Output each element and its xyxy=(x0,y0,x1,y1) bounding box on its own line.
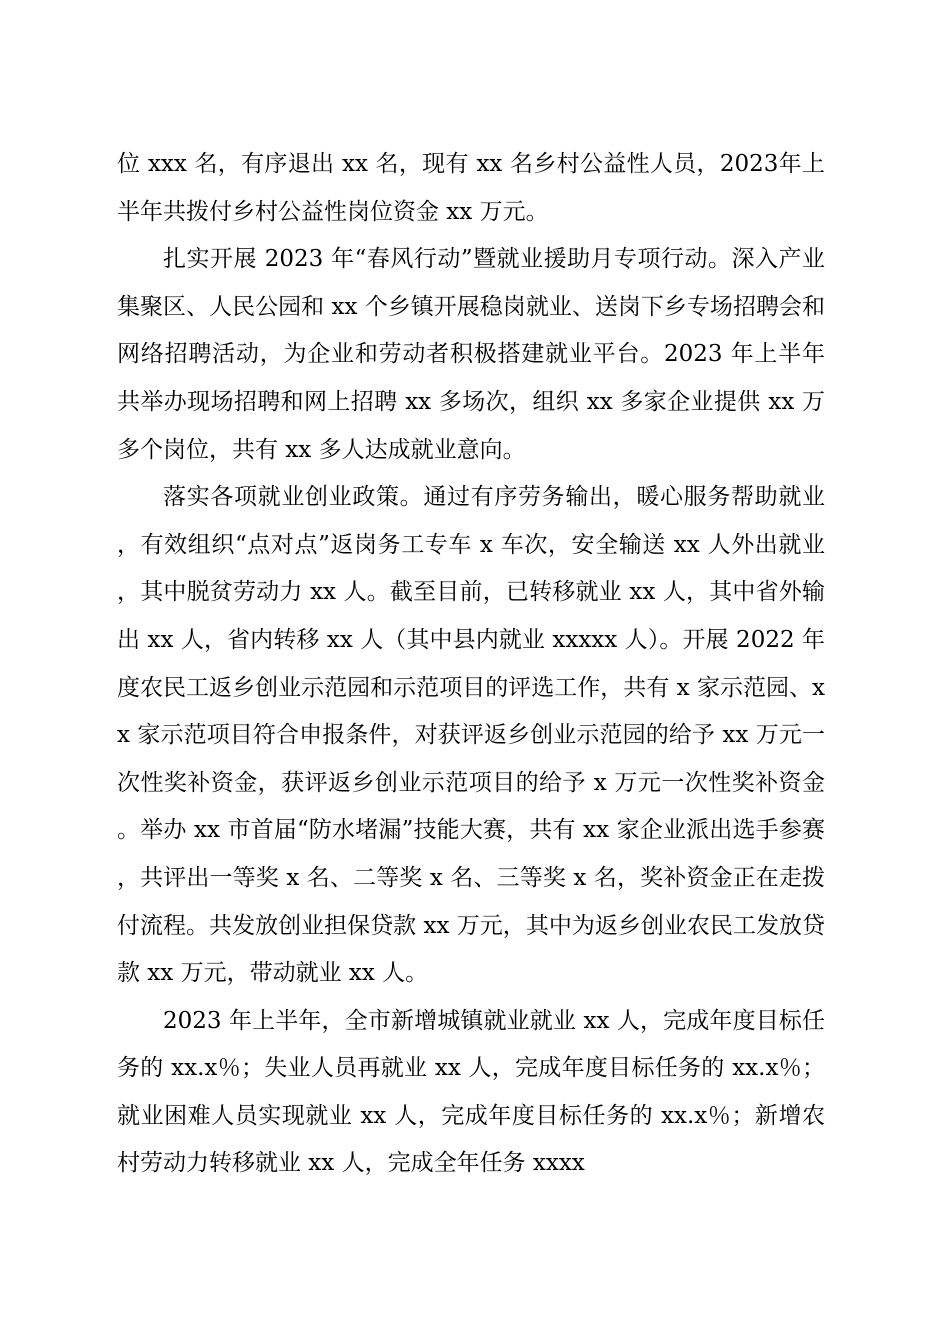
paragraph-half-year-results: 2023 年上半年，全市新增城镇就业就业 xx 人，完成年度目标任务的 xx.x％；失业人员再就业 xx 人，完成年度目标任务的 xx.x％；就业困难人员实现就业 xx 人，完成年度目标任务的 xx.x％；新增农村劳动力转移就业 xx 人，完成全年任务 xxxx xyxy=(117,1007,825,1177)
paragraph-spring-breeze-campaign: 扎实开展 2023 年“春风行动”暨就业援助月专项行动。深入产业集聚区、人民公园和 xx 个乡镇开展稳岗就业、送岗下乡专场招聘会和网络招聘活动，为企业和劳动者积极搭建就业平台。2023 年上半年共举办现场招聘和网上招聘 xx 多场次，组织 xx 多家企业提供 xx 万多个岗位，共有 xx 多人达成就业意向。 xyxy=(117,246,825,463)
paragraph-continuation: 位 xxx 名，有序退出 xx 名，现有 xx 名乡村公益性人员，2023年上半年共拨付乡村公益性岗位资金 xx 万元。 xyxy=(117,151,825,225)
paragraph-employment-policies: 落实各项就业创业政策。通过有序劳务输出，暖心服务帮助就业，有效组织“点对点”返岗务工专车 x 车次，安全输送 xx 人外出就业，其中脱贫劳动力 xx 人。截至目前，已转移就业 xx 人，其中省外输出 xx 人，省内转移 xx 人（其中县内就业 xxxxx 人）。开展 2022 年度农民工返乡创业示范园和示范项目的评选工作，共有 x 家示范园、xx 家示范项目符合申报条件，对获评返乡创业示范园的给予 xx 万元一次性奖补资金，获评返乡创业示范项目的给予 x 万元一次性奖补资金。举办 xx 市首届“防水堵漏”技能大赛，共有 xx 家企业派出选手参赛，共评出一等奖 x 名、二等奖 x 名、三等奖 x 名，奖补资金正在走拨付流程。共发放创业担保贷款 xx 万元，其中为返乡创业农民工发放贷款 xx 万元，带动就业 xx 人。 xyxy=(117,484,825,987)
document-body xyxy=(117,141,825,1188)
